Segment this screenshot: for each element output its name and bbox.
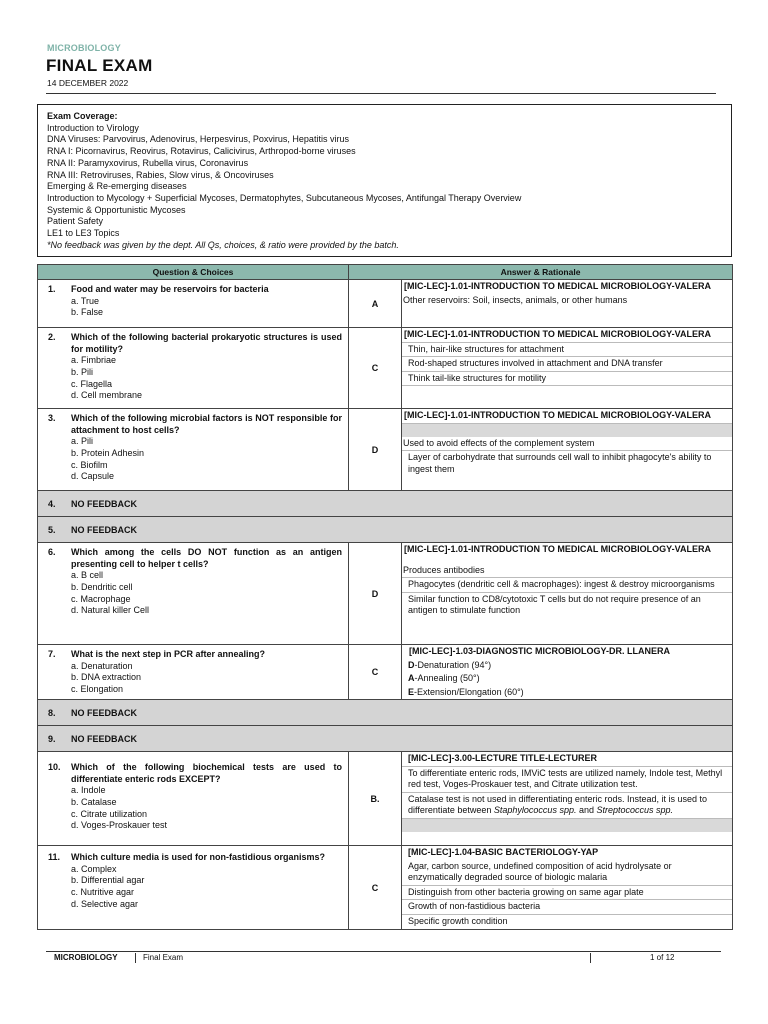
footer-document-name: Final Exam — [143, 953, 184, 962]
rationale-line — [402, 792, 732, 818]
question-column-header: Question & Choices — [38, 265, 349, 280]
rationale-cell — [402, 280, 733, 328]
question-text: NO FEEDBACK — [71, 707, 138, 718]
pcr-step-text: -Denaturation (94°) — [414, 659, 492, 670]
rationale-line: Rod-shaped structures involved in attachment and DNA transfer — [402, 356, 732, 371]
pcr-step-letter: A — [408, 673, 415, 683]
rationale-line: Layer of carbohydrate that surrounds cell wall to inhibit phagocyte's ability to ingest them — [402, 450, 732, 476]
choice: b. False — [71, 307, 104, 318]
choice: c. Citrate utilization — [71, 808, 148, 819]
choice: c. Macrophage — [71, 593, 131, 604]
rationale-line — [402, 385, 732, 397]
coverage-item: Patient Safety — [47, 216, 104, 227]
rationale-line: Phagocytes (dendritic cell & macrophages): ingest & destroy microorganisms — [402, 577, 732, 592]
coverage-note: *No feedback was given by the dept. All Qs, choices, & ratio were provided by the batch. — [47, 239, 399, 250]
table-row — [38, 409, 733, 491]
pcr-step — [407, 672, 732, 686]
topic-reference: [MIC-LEC]-1.01-INTRODUCTION TO MEDICAL MICROBIOLOGY-VALERA — [404, 410, 711, 420]
footer-separator — [590, 953, 591, 963]
question-cell — [38, 645, 349, 700]
question-cell — [38, 328, 349, 409]
question-text: NO FEEDBACK — [71, 733, 138, 744]
subject-label: MICROBIOLOGY — [47, 43, 121, 53]
choice: a. Indole — [71, 785, 106, 795]
no-feedback-cell — [38, 517, 733, 543]
no-feedback-cell — [38, 491, 733, 517]
coverage-item: DNA Viruses: Parvovirus, Adenovirus, Herpesvirus, Poxvirus, Hepatitis virus — [47, 134, 349, 145]
rationale-cell — [402, 752, 733, 846]
choice: a. True — [71, 295, 100, 306]
question-text: Which of the following biochemical tests are used to differentiate enteric rods EXCEPT? — [71, 762, 342, 784]
exam-date: 14 DECEMBER 2022 — [47, 78, 129, 88]
question-text: Which of the following microbial factors is NOT responsible for attachment to host cells? — [71, 413, 342, 435]
rationale-text: Catalase test is not used in differentiating enteric rods. Instead, it is used to differentiate between — [408, 793, 708, 815]
choice: d. Selective agar — [71, 898, 139, 909]
table-row — [38, 726, 733, 752]
answer-cell: D — [349, 543, 402, 645]
table-row — [38, 491, 733, 517]
table-row — [38, 328, 733, 409]
question-text: Food and water may be reservoirs for bacteria — [71, 284, 269, 294]
rationale-line: To differentiate enteric rods, IMViC tests are utilized namely, Indole test, Methyl red test, Voges-Proskauer test, and Citrate utilization test. — [402, 766, 732, 792]
question-cell — [38, 543, 349, 645]
organism-name: Streptococcus spp. — [596, 805, 674, 815]
question-cell — [38, 409, 349, 491]
question-cell — [38, 752, 349, 846]
pcr-step-text: -Annealing (50°) — [414, 673, 480, 683]
answer-cell: D — [349, 409, 402, 491]
table-row — [38, 645, 733, 700]
choice: d. Voges-Proskauer test — [71, 820, 168, 831]
question-cell — [38, 280, 349, 328]
choice: a. Pili — [71, 436, 94, 446]
choice: c. Flagella — [71, 378, 113, 389]
coverage-item: RNA I: Picornavirus, Reovirus, Rotavirus, Calicivirus, Arthropod-borne viruses — [47, 146, 356, 157]
pcr-step-letter: D — [408, 659, 415, 670]
choice: b. Dendritic cell — [71, 581, 133, 592]
choice: b. Pili — [71, 366, 94, 377]
page-title: FINAL EXAM — [46, 56, 153, 75]
rationale-line: Specific growth condition — [402, 914, 732, 929]
table-row — [38, 543, 733, 645]
rationale-line: Growth of non-fastidious bacteria — [402, 899, 732, 914]
rationale-cell — [402, 543, 733, 645]
pcr-step-letter: E — [408, 686, 415, 697]
coverage-item: Introduction to Mycology + Superficial Mycoses, Dermatophytes, Subcutaneous Mycoses, Antifungal Therapy Overview — [47, 192, 522, 203]
question-text: Which among the cells DO NOT function as an antigen presenting cell to helper t cells? — [71, 547, 342, 569]
topic-reference: [MIC-LEC]-1.01-INTRODUCTION TO MEDICAL MICROBIOLOGY-VALERA — [404, 281, 711, 291]
question-number: 3. — [48, 413, 56, 423]
page-number: 1 of 12 — [650, 953, 675, 962]
question-text: NO FEEDBACK — [71, 498, 138, 509]
rationale-cell — [402, 846, 733, 930]
pcr-step-text: -Extension/Elongation (60°) — [414, 686, 524, 697]
answer-cell: C — [349, 328, 402, 409]
coverage-item: RNA II: Paramyxovirus, Rubella virus, Coronavirus — [47, 157, 249, 168]
answer-column-header: Answer & Rationale — [349, 265, 733, 280]
choice: c. Elongation — [71, 684, 124, 695]
question-number: 6. — [48, 547, 56, 557]
choice: d. Natural killer Cell — [71, 605, 150, 616]
coverage-title: Exam Coverage: — [47, 111, 118, 121]
topic-reference: [MIC-LEC]-3.00-LECTURE TITLE-LECTURER — [408, 753, 597, 763]
rationale-line: Think tail-like structures for motility — [402, 371, 732, 386]
table-header-row — [38, 265, 733, 280]
question-text: Which of the following bacterial prokaryotic structures is used for motility? — [71, 332, 342, 354]
question-number: 8. — [48, 707, 56, 718]
choice: d. Cell membrane — [71, 390, 143, 401]
answer-cell: C — [349, 645, 402, 700]
choice: d. Capsule — [71, 471, 115, 482]
choice: b. DNA extraction — [71, 672, 142, 683]
rationale-line: Produces antibodies — [403, 564, 485, 575]
question-number: 9. — [48, 733, 56, 744]
rationale-text: and — [576, 805, 597, 815]
table-row — [38, 517, 733, 543]
organism-name: Staphylococcus spp. — [493, 805, 577, 815]
no-feedback-cell — [38, 726, 733, 752]
rationale-line: Agar, carbon source, undefined composition of acid hydrolysate or enzymatically degraded source of biologic malaria — [408, 860, 672, 882]
pcr-step — [407, 686, 732, 700]
table-row — [38, 280, 733, 328]
choice: c. Nutritive agar — [71, 887, 135, 898]
footer-subject: MICROBIOLOGY — [54, 953, 118, 962]
coverage-item: RNA III: Retroviruses, Rabies, Slow virus, & Oncoviruses — [47, 169, 274, 180]
table-row — [38, 700, 733, 726]
table-row — [38, 846, 733, 930]
question-number: 5. — [48, 524, 56, 535]
pcr-step — [407, 659, 732, 673]
coverage-item: Emerging & Re-emerging diseases — [47, 181, 187, 192]
rationale-line-empty — [402, 423, 732, 437]
rationale-cell — [402, 645, 733, 700]
question-number: 10. — [48, 762, 61, 772]
rationale-line-empty — [402, 818, 732, 832]
answer-cell: C — [349, 846, 402, 930]
rationale-cell — [402, 328, 733, 409]
topic-reference: [MIC-LEC]-1.01-INTRODUCTION TO MEDICAL MICROBIOLOGY-VALERA — [404, 544, 711, 554]
choice: b. Catalase — [71, 796, 117, 807]
choice: b. Protein Adhesin — [71, 447, 145, 458]
question-text: NO FEEDBACK — [71, 524, 138, 535]
question-cell — [38, 846, 349, 930]
question-number: 1. — [48, 284, 56, 294]
topic-reference: [MIC-LEC]-1.01-INTRODUCTION TO MEDICAL MICROBIOLOGY-VALERA — [404, 329, 711, 339]
choice: c. Biofilm — [71, 459, 108, 470]
header-divider — [46, 93, 716, 94]
coverage-item: Introduction to Virology — [47, 122, 139, 133]
table-row — [38, 752, 733, 846]
rationale-cell — [402, 409, 733, 491]
choice: a. Fimbriae — [71, 355, 117, 365]
topic-reference: [MIC-LEC]-1.04-BASIC BACTERIOLOGY-YAP — [408, 847, 599, 857]
footer-divider — [46, 951, 721, 952]
choice: a. Denaturation — [71, 660, 133, 671]
rationale-line: Distinguish from other bacteria growing on same agar plate — [402, 885, 732, 900]
question-number: 7. — [48, 649, 56, 659]
choice: a. Complex — [71, 863, 117, 874]
rationale-line: Thin, hair-like structures for attachment — [402, 342, 732, 357]
choice: a. B cell — [71, 570, 104, 580]
rationale-line: Similar function to CD8/cytotoxic T cells but do not require presence of an antigen to stimulate function — [402, 592, 732, 618]
question-number: 2. — [48, 332, 56, 342]
rationale-line: Other reservoirs: Soil, insects, animals, or other humans — [403, 294, 628, 305]
topic-reference: [MIC-LEC]-1.03-DIAGNOSTIC MICROBIOLOGY-DR. LLANERA — [409, 646, 670, 656]
choice: b. Differential agar — [71, 875, 145, 886]
footer-separator — [135, 953, 136, 963]
question-text: What is the next step in PCR after annealing? — [71, 649, 266, 659]
exam-coverage-box — [37, 104, 732, 257]
question-number: 4. — [48, 498, 56, 509]
question-text: Which culture media is used for non-fastidious organisms? — [71, 852, 326, 862]
answer-cell: A — [349, 280, 402, 328]
rationale-line: Used to avoid effects of the complement system — [403, 437, 595, 448]
coverage-item: LE1 to LE3 Topics — [47, 228, 120, 239]
coverage-item: Systemic & Opportunistic Mycoses — [47, 204, 186, 215]
no-feedback-cell — [38, 700, 733, 726]
answer-cell: B. — [349, 752, 402, 846]
question-number: 11. — [48, 852, 61, 862]
exam-table — [37, 264, 733, 930]
